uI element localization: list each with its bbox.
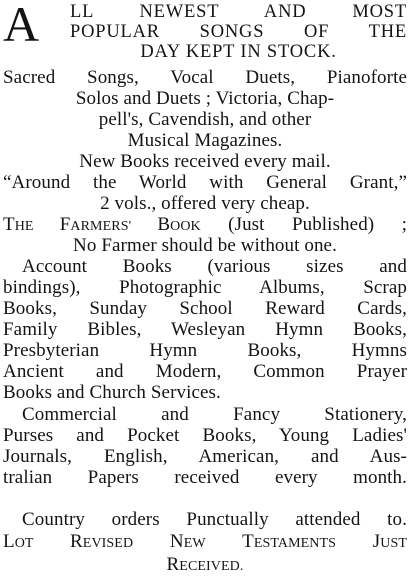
account-line-6: Ancient and Modern, Common Prayer [3, 361, 407, 382]
account-line-2: bindings), Photographic Albums, Scrap [3, 277, 407, 298]
small-caps-letter: J [372, 531, 381, 552]
small-caps-text: ARMERS' [70, 219, 158, 234]
small-caps-text: ESTAMENTS [253, 536, 373, 551]
account-line-7: Books and Church Services. [3, 382, 221, 403]
account-line-4: Family Bibles, Wesleyan Hymn Books, [3, 319, 407, 340]
stationery-line-2: Purses and Pocket Books, Young Ladies' [3, 425, 407, 446]
grant-line-1: “Around the World with General Grant,” [3, 172, 407, 193]
stationery-line-1: Commercial and Fancy Stationery, [22, 404, 407, 425]
farmers-book-line-1 [3, 215, 407, 237]
small-caps-text: EW [183, 536, 243, 551]
small-caps-letter: T [242, 531, 254, 552]
music-line-2: Solos and Duets ; Victoria, Chap- [75, 88, 335, 109]
small-caps-text: EVISED [82, 536, 170, 551]
grant-line-2: 2 vols., offered very cheap. [100, 193, 310, 214]
account-line-5: Presbyterian Hymn Books, Hymns [3, 340, 407, 361]
music-line-4: Musical Magazines. [127, 130, 283, 151]
small-caps-letter: N [169, 531, 184, 552]
farmers-book-rest: (Just Published) ; [200, 214, 407, 235]
small-caps-text: HE [14, 219, 60, 234]
small-caps-text: OOK [170, 219, 201, 234]
small-caps-text: ECEIVED. [179, 559, 244, 574]
new-books-line: New Books received every mail. [79, 151, 331, 172]
small-caps-text: UST [380, 536, 407, 551]
small-caps-text: OT [14, 536, 71, 551]
account-line-3: Books, Sunday School Reward Cards, [3, 298, 407, 319]
small-caps-letter: R [70, 531, 83, 552]
heading-line-3: DAY KEPT IN STOCK. [140, 42, 337, 62]
small-caps-letter: L [3, 531, 15, 552]
small-caps-letter: B [157, 214, 171, 235]
footer-line-2 [3, 555, 407, 577]
heading-line-1: LL NEWEST AND MOST [70, 2, 407, 22]
stationery-line-4: tralian Papers received every month. [3, 467, 407, 488]
drop-cap: A [3, 0, 40, 52]
stationery-line-3: Journals, English, American, and Aus- [3, 446, 407, 467]
account-line-1: Account Books (various sizes and [22, 256, 407, 277]
small-caps-letter: R [166, 554, 180, 575]
small-caps-letter: T [3, 214, 15, 235]
music-line-1: Sacred Songs, Vocal Duets, Pianoforte [3, 67, 407, 88]
music-line-3: pell's, Cavendish, and other [98, 109, 312, 130]
heading-line-2: POPULAR SONGS OF THE [70, 22, 407, 42]
small-caps-letter: F [59, 214, 71, 235]
footer-line-1 [3, 532, 407, 554]
country-orders-line: Country orders Punctually attended to. [22, 509, 407, 530]
farmers-book-line-2: No Farmer should be without one. [73, 235, 337, 256]
